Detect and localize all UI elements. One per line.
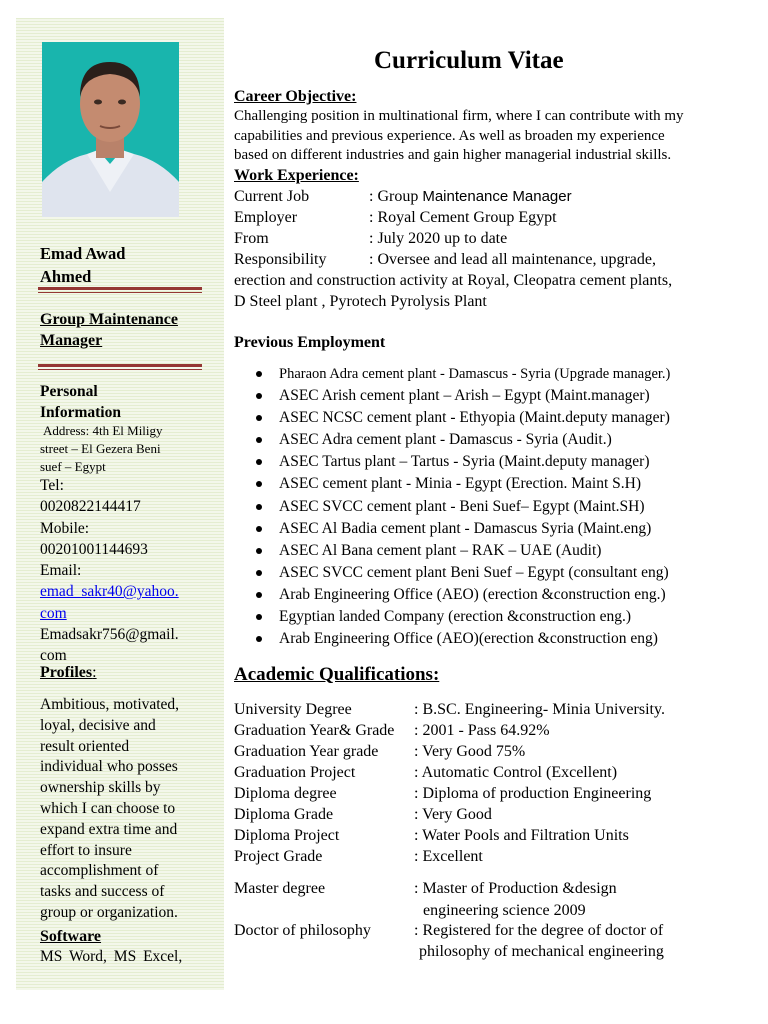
profile-line: Ambitious, motivated, xyxy=(40,696,180,713)
list-item xyxy=(234,540,670,562)
divider xyxy=(38,364,202,370)
from-value: : July 2020 up to date xyxy=(369,230,508,247)
address-line-3: suef – Egypt xyxy=(40,459,106,474)
current-job-row xyxy=(234,188,572,206)
name-line-2: Ahmed xyxy=(40,267,92,286)
list-item-text: Egyptian landed Company (erection &construction eng.) xyxy=(279,608,632,626)
qualification-label: Project Grade xyxy=(234,848,323,865)
mobile-label: Mobile: xyxy=(40,519,90,537)
qualification-value: : 2001 - Pass 64.92% xyxy=(414,722,550,739)
phd-value: : Registered for the degree of doctor of xyxy=(414,922,664,939)
profile-line: expand extra time and xyxy=(40,820,178,838)
bullet-icon xyxy=(256,504,262,510)
profile-line: accomplishment of xyxy=(40,862,159,880)
responsibility-label: Responsibility xyxy=(234,251,327,268)
profile-photo xyxy=(42,42,179,217)
list-item xyxy=(234,363,670,385)
qualification-row xyxy=(234,762,617,783)
personal-heading-line-2: Information xyxy=(40,404,121,421)
phd-label: Doctor of philosophy xyxy=(234,922,371,939)
profile-line: result oriented xyxy=(40,737,130,755)
list-item xyxy=(234,518,670,540)
bullet-icon xyxy=(256,592,262,598)
employer-value: : Royal Cement Group Egypt xyxy=(369,209,557,226)
tel-value: 0020822144417 xyxy=(40,498,141,516)
bullet-icon xyxy=(256,371,262,377)
bullet-icon xyxy=(256,437,262,443)
personal-heading-line-1: Personal xyxy=(40,383,98,400)
name-line-1: Emad Awad xyxy=(40,244,126,263)
profile-line: effort to insure xyxy=(40,841,132,859)
profile-line: tasks and success of xyxy=(40,883,165,901)
career-line: capabilities and previous experience. As well as broaden my experience xyxy=(234,127,665,144)
list-item xyxy=(234,496,670,518)
job-role xyxy=(40,309,208,351)
qualification-value: : Very Good xyxy=(414,806,492,823)
software-text: MS Word, MS Excel, xyxy=(40,948,183,965)
bullet-icon xyxy=(256,570,262,576)
list-item xyxy=(234,451,670,473)
list-item-text: ASEC SVCC cement plant - Beni Suef– Egypt (Maint.SH) xyxy=(279,497,645,515)
person-name xyxy=(40,242,208,288)
address-line-1: Address: 4th El Miligy xyxy=(43,423,163,438)
email-label: Email: xyxy=(40,562,82,580)
list-item-text: ASEC Arish cement plant – Arish – Egypt (Maint.manager) xyxy=(279,387,650,405)
list-item xyxy=(234,473,670,495)
qualification-value: : Excellent xyxy=(414,848,483,865)
qualification-row xyxy=(234,699,665,720)
work-experience-heading: Work Experience: xyxy=(234,167,359,184)
responsibility-row xyxy=(234,251,656,269)
employer-label: Employer xyxy=(234,209,298,226)
qualification-row xyxy=(234,804,492,825)
list-item xyxy=(234,628,670,650)
mobile-value: 00201001144693 xyxy=(40,540,148,558)
list-item-text: ASEC Tartus plant – Tartus - Syria (Maint.deputy manager) xyxy=(279,453,650,471)
profiles-colon: : xyxy=(92,664,97,681)
bullet-icon xyxy=(256,459,262,465)
phd-row xyxy=(234,920,663,941)
profile-line: group or organization. xyxy=(40,903,178,921)
qualification-value: : Automatic Control (Excellent) xyxy=(414,764,618,781)
tel-label: Tel: xyxy=(40,477,64,494)
list-item xyxy=(234,429,670,451)
personal-info-heading xyxy=(40,381,208,423)
list-item-text: ASEC Al Badia cement plant - Damascus Syria (Maint.eng) xyxy=(279,519,652,537)
email-1-line-1[interactable]: emad_sakr40@yahoo. xyxy=(40,583,179,601)
from-label: From xyxy=(234,230,269,247)
current-job-value: Maintenance Manager xyxy=(422,188,572,205)
divider xyxy=(38,287,202,293)
career-objective-text xyxy=(234,107,744,166)
list-item-text: ASEC Adra cement plant - Damascus - Syria (Audit.) xyxy=(279,431,612,449)
address-line-2: street – El Gezera Beni xyxy=(40,441,161,456)
list-item xyxy=(234,584,670,606)
list-item xyxy=(234,606,670,628)
profile-line: individual who posses xyxy=(40,758,178,776)
email-2-line-2: com xyxy=(40,647,67,665)
bullet-icon xyxy=(256,526,262,532)
qualification-label: Graduation Year& Grade xyxy=(234,722,395,739)
email-1-line-2[interactable]: com xyxy=(40,604,67,622)
master-degree-label: Master degree xyxy=(234,880,326,897)
responsibility-value: : Oversee and lead all maintenance, upgrade, xyxy=(369,251,656,268)
bullet-icon xyxy=(256,481,262,487)
profile-line: loyal, decisive and xyxy=(40,716,156,734)
responsibility-line-2: erection and construction activity at Royal, Cleopatra cement plants, xyxy=(234,272,673,289)
career-line: Challenging position in multinational firm, where I can contribute with my xyxy=(234,108,684,124)
phd-line-2: philosophy of mechanical engineering xyxy=(419,943,664,960)
email-link-1[interactable] xyxy=(40,581,208,624)
qualification-value: : Water Pools and Filtration Units xyxy=(414,827,629,844)
academic-qualifications-heading: Academic Qualifications: xyxy=(234,664,440,685)
qualification-label: Diploma degree xyxy=(234,785,337,802)
bullet-icon xyxy=(256,614,262,620)
previous-employment-heading: Previous Employment xyxy=(234,334,386,351)
bullet-icon xyxy=(256,548,262,554)
qualification-row xyxy=(234,720,550,741)
qualification-row xyxy=(234,846,483,867)
qualification-label: University Degree xyxy=(234,701,352,718)
current-job-prefix: : Group xyxy=(369,188,423,205)
bullet-icon xyxy=(256,393,262,399)
career-objective-heading: Career Objective: xyxy=(234,88,357,105)
master-degree-line-2: engineering science 2009 xyxy=(423,902,586,919)
qualification-label: Diploma Project xyxy=(234,827,340,844)
employer-row xyxy=(234,209,557,227)
role-line-1: Group Maintenance xyxy=(40,311,178,328)
software-heading: Software xyxy=(40,928,102,945)
qualification-row xyxy=(234,825,629,846)
qualification-row xyxy=(234,783,651,804)
list-item-text: ASEC NCSC cement plant - Ethyopia (Maint.deputy manager) xyxy=(279,409,670,427)
qualification-label: Graduation Year grade xyxy=(234,743,379,760)
profile-line: which I can choose to xyxy=(40,799,176,817)
qualification-row xyxy=(234,741,525,762)
profiles-text xyxy=(40,695,208,924)
qualification-value: : Diploma of production Engineering xyxy=(414,785,652,802)
list-item xyxy=(234,562,670,584)
profile-line: ownership skills by xyxy=(40,779,161,797)
list-item xyxy=(234,407,670,429)
page-title: Curriculum Vitae xyxy=(374,47,564,74)
master-degree-value: : Master of Production &design xyxy=(414,880,617,897)
bullet-icon xyxy=(256,415,262,421)
qualification-value: : Very Good 75% xyxy=(414,743,526,760)
qualification-value: : B.SC. Engineering- Minia University. xyxy=(414,701,665,718)
list-item-text: Arab Engineering Office (AEO)(erection &construction eng) xyxy=(279,630,658,648)
responsibility-line-3: D Steel plant , Pyrotech Pyrolysis Plant xyxy=(234,293,487,310)
list-item-text: ASEC cement plant - Minia - Egypt (Erection. Maint S.H) xyxy=(279,475,642,493)
email-2-line-1: Emadsakr756@gmail. xyxy=(40,626,179,644)
list-item xyxy=(234,385,670,407)
from-row xyxy=(234,230,507,248)
profiles-heading xyxy=(40,662,208,683)
current-job-label: Current Job xyxy=(234,188,310,205)
address xyxy=(40,422,208,476)
list-item-text: Pharaon Adra cement plant - Damascus - Syria (Upgrade manager.) xyxy=(279,366,671,382)
master-degree-row xyxy=(234,878,617,899)
bullet-icon xyxy=(256,636,262,642)
role-line-2: Manager xyxy=(40,332,103,349)
career-line: based on different industries and gain higher managerial industrial skills. xyxy=(234,147,672,163)
previous-employment-list xyxy=(234,363,670,650)
list-item-text: ASEC Al Bana cement plant – RAK – UAE (Audit) xyxy=(279,541,602,559)
qualification-label: Graduation Project xyxy=(234,764,356,781)
list-item-text: ASEC SVCC cement plant Beni Suef – Egypt (consultant eng) xyxy=(279,563,669,581)
profiles-heading-text: Profiles xyxy=(40,664,93,681)
list-item-text: Arab Engineering Office (AEO) (erection &construction eng.) xyxy=(279,585,666,603)
contact-info xyxy=(40,475,208,667)
qualification-label: Diploma Grade xyxy=(234,806,334,823)
